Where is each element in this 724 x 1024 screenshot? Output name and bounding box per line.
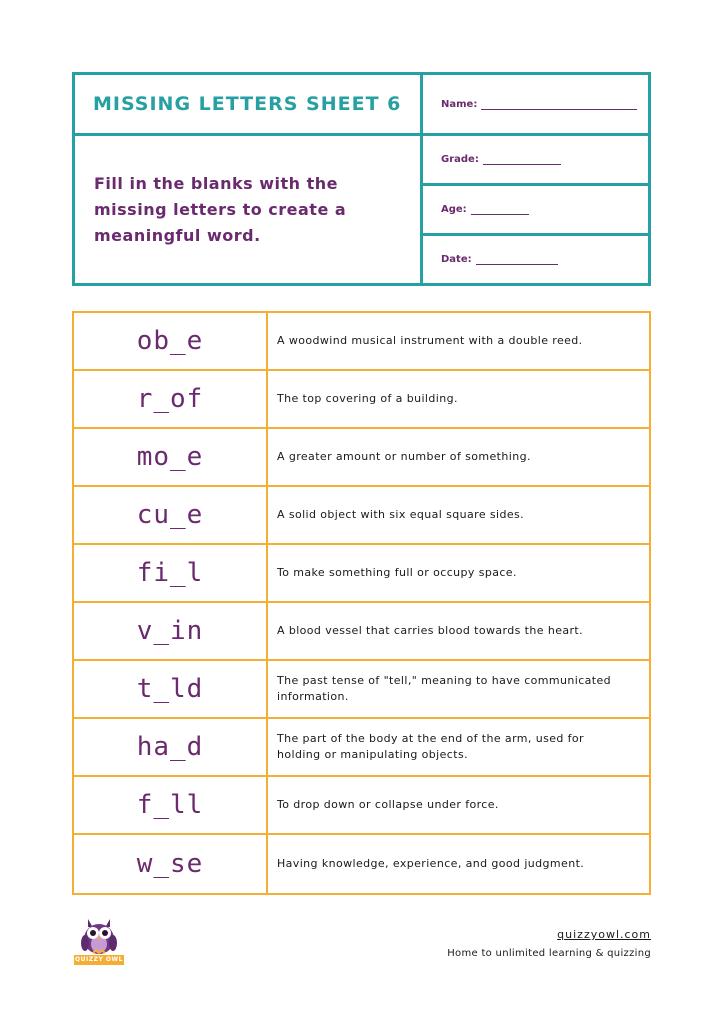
missing-letter-word: w_se — [74, 835, 268, 893]
age-blank[interactable] — [471, 204, 529, 215]
logo-text: QUIZZY OWL — [75, 956, 123, 963]
table-row — [74, 603, 649, 661]
worksheet-title: MISSING LETTERS SHEET 6 — [75, 75, 423, 136]
age-field — [423, 186, 648, 236]
word-clue: To make something full or occupy space. — [277, 566, 517, 579]
word-clue: To drop down or collapse under force. — [277, 798, 499, 811]
footer — [447, 928, 651, 959]
table-row — [74, 777, 649, 835]
tagline: Home to unlimited learning & quizzing — [447, 948, 651, 959]
word-clue: The past tense of "tell," meaning to have communicated information. — [277, 674, 612, 703]
missing-letter-word: v_in — [74, 603, 268, 659]
table-row — [74, 545, 649, 603]
grade-label: Grade: — [441, 154, 479, 165]
missing-letter-word: mo_e — [74, 429, 268, 485]
instructions: Fill in the blanks with the missing letters to create a meaningful word. — [75, 136, 423, 283]
missing-letter-word: cu_e — [74, 487, 268, 543]
word-table — [72, 311, 651, 895]
age-label: Age: — [441, 204, 467, 215]
date-field — [423, 236, 648, 283]
date-blank[interactable] — [476, 254, 558, 265]
missing-letter-word: ha_d — [74, 719, 268, 775]
worksheet-header — [72, 72, 651, 286]
grade-blank[interactable] — [483, 154, 561, 165]
word-clue: The top covering of a building. — [277, 392, 458, 405]
missing-letter-word: r_of — [74, 371, 268, 427]
table-row — [74, 429, 649, 487]
site-link[interactable]: quizzyowl.com — [557, 928, 651, 941]
missing-letter-word: f_ll — [74, 777, 268, 833]
word-clue: A solid object with six equal square sides. — [277, 508, 525, 521]
owl-icon — [74, 913, 124, 957]
table-row — [74, 835, 649, 893]
missing-letter-word: ob_e — [74, 313, 268, 369]
name-blank[interactable] — [481, 99, 637, 110]
date-label: Date: — [441, 254, 472, 265]
missing-letter-word: fi_l — [74, 545, 268, 601]
word-clue: A woodwind musical instrument with a double reed. — [277, 334, 583, 347]
missing-letter-word: t_ld — [74, 661, 268, 717]
word-clue: The part of the body at the end of the arm, used for holding or manipulating objects. — [277, 732, 584, 761]
grade-field — [423, 136, 648, 186]
name-label: Name: — [441, 98, 478, 110]
quizzy-owl-logo — [74, 913, 124, 965]
table-row — [74, 313, 649, 371]
name-field — [423, 75, 648, 136]
word-clue: Having knowledge, experience, and good judgment. — [277, 857, 585, 870]
table-row — [74, 487, 649, 545]
word-clue: A greater amount or number of something. — [277, 450, 531, 463]
table-row — [74, 371, 649, 429]
word-clue: A blood vessel that carries blood towards the heart. — [277, 624, 584, 637]
table-row — [74, 661, 649, 719]
table-row — [74, 719, 649, 777]
